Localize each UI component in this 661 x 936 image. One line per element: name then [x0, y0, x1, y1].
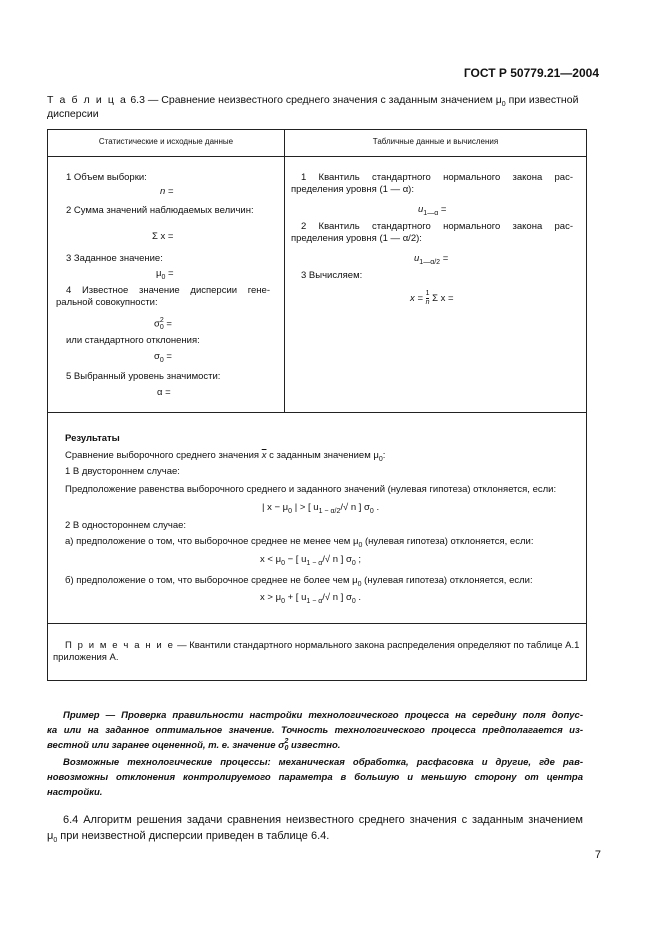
- txt: б) предположение о том, что выборочное среднее не более чем μ: [65, 575, 358, 586]
- sub: 0: [351, 597, 356, 605]
- f: ;: [355, 554, 362, 565]
- txt: Сравнение выборочного среднего значения: [65, 450, 260, 461]
- note-text: — Квантили стандартного нормального закона распределения определяют по таблице А.1: [174, 640, 580, 651]
- txt: а) предположение о том, что выборочное среднее не менее чем μ: [65, 536, 359, 547]
- left-item-1: 1 Объем выборки:: [66, 172, 147, 183]
- sub: 0: [281, 559, 285, 567]
- case-2b-formula: [260, 592, 361, 604]
- x-eq: x =: [410, 293, 426, 305]
- left-item-2-formula: Σ x =: [152, 231, 174, 242]
- left-item-3: 3 Заданное значение:: [66, 253, 163, 264]
- left-item-4-formula: [154, 317, 172, 331]
- xbar: $\overline{x}$: [261, 450, 267, 461]
- sub: 0: [288, 507, 293, 515]
- f: .: [373, 502, 380, 513]
- sub: 1 − α: [306, 597, 323, 605]
- sub: 0: [284, 745, 289, 753]
- sub: 0: [159, 324, 164, 331]
- sub: 1 − α: [306, 559, 323, 567]
- case-2b-text: [65, 575, 533, 587]
- right-item-2-line2: пределения уровня (1 — α/2):: [291, 233, 422, 244]
- sub: 1 − α/2: [318, 507, 341, 515]
- eq: =: [165, 268, 174, 279]
- f: x > μ: [260, 592, 282, 603]
- f: | x − μ: [262, 502, 289, 513]
- table-caption: [47, 93, 587, 121]
- f: − [ u: [284, 554, 307, 565]
- note-line2: приложения А.: [53, 652, 119, 663]
- page-number: 7: [594, 849, 601, 861]
- sub: 0: [351, 559, 356, 567]
- table-header-row: [48, 130, 586, 157]
- example-line5: новозможны отклонения контролируемого параметра в большую и меньшую сторону от центра: [47, 772, 583, 783]
- sigma: σ: [154, 318, 160, 330]
- sup: 2: [159, 317, 164, 324]
- section-line1: 6.4 Алгоритм решения задачи сравнения неизвестного среднего значения с заданным значением: [63, 814, 583, 826]
- col-left-header: Статистические и исходные данные: [98, 137, 234, 146]
- frac-num: 1: [425, 290, 430, 297]
- note: [65, 640, 579, 652]
- right-item-2-line1: 2 Квантиль стандартного нормального закона рас-: [301, 221, 573, 232]
- left-item-4-alt-formula: [154, 351, 172, 363]
- example-line1: Пример — Проверка правильности настройки технологического процесса на середину поля допус-: [63, 710, 583, 721]
- left-item-4-alt: или стандартного отклонения:: [66, 335, 200, 346]
- note-separator: [48, 623, 586, 624]
- eq: =: [440, 253, 449, 264]
- caption-label: Т а б л и ц а: [47, 94, 128, 106]
- sub: 0: [159, 356, 164, 364]
- right-item-1-line2: пределения уровня (1 — α):: [291, 184, 414, 195]
- left-item-3-formula: [156, 268, 174, 280]
- caption-text-line2: дисперсии: [47, 108, 99, 120]
- mu: μ: [156, 268, 162, 279]
- sub: 0: [369, 507, 374, 515]
- sup: 2: [284, 738, 289, 746]
- txt: (нулевая гипотеза) отклоняется, если:: [362, 536, 534, 547]
- sum-eq: Σ x =: [429, 293, 454, 305]
- caption-text-end: при известной: [505, 94, 579, 106]
- comparison-table: [47, 129, 587, 681]
- sub: 0: [357, 580, 362, 588]
- case-1: 1 В двустороннем случае:: [65, 466, 180, 477]
- case-2: 2 В одностороннем случае:: [65, 520, 187, 531]
- eq: =: [167, 186, 174, 197]
- section-line2: [47, 828, 329, 844]
- var-n: n: [160, 186, 166, 197]
- eq: =: [163, 318, 172, 330]
- case-1-text: Предположение равенства выборочного среднего и заданного значений (нулевая гипотеза) отклоняется, если:: [65, 484, 557, 495]
- col-right-header: Табличные данные и вычисления: [372, 137, 499, 146]
- txt: с заданным значением μ: [266, 450, 379, 461]
- example-line2: ка или на заданное оптимальное значение. Точность технологического процесса предполагается из-: [47, 725, 583, 736]
- f: + [ u: [284, 592, 307, 603]
- sub: 0: [358, 541, 363, 549]
- column-divider: [284, 130, 285, 412]
- case-1-formula: [262, 502, 379, 514]
- f: | > [ u: [292, 502, 319, 513]
- case-2a-text: [65, 536, 533, 548]
- sub: 0: [161, 273, 166, 281]
- left-item-4-line2: ральной совокупности:: [56, 297, 158, 308]
- txt: при неизвестной дисперсии приведен в таблице 6.4.: [57, 830, 330, 842]
- left-item-5-formula: α =: [157, 387, 171, 398]
- eq: =: [163, 351, 172, 362]
- case-2a-formula: [260, 554, 361, 566]
- results-intro: [65, 450, 385, 462]
- note-label: П р и м е ч а н и е: [65, 640, 175, 651]
- sub: 1—α/2: [419, 258, 441, 266]
- standard-header: ГОСТ Р 50779.21—2004: [463, 66, 599, 80]
- f: .: [355, 592, 362, 603]
- f: /√ n ] σ: [322, 554, 352, 565]
- example-line6: настройки.: [47, 787, 103, 798]
- sigma: σ: [154, 351, 160, 362]
- results-title: Результаты: [65, 433, 120, 444]
- f: /√ n ] σ: [322, 592, 352, 603]
- right-item-3-formula: [410, 290, 454, 307]
- right-item-1-formula: [418, 204, 446, 216]
- sub: 0: [378, 455, 383, 463]
- eq: =: [438, 204, 447, 215]
- left-item-2: 2 Сумма значений наблюдаемых величин:: [66, 205, 254, 216]
- var-u: u: [418, 204, 424, 215]
- frac-den: n: [425, 299, 430, 306]
- txt: вестной или заранее оцененной, т. е. значение σ: [47, 740, 285, 751]
- sub: 0: [281, 597, 285, 605]
- right-item-2-formula: [414, 253, 448, 265]
- f: /√ n ] σ: [340, 502, 370, 513]
- txt: :: [382, 450, 386, 461]
- txt: (нулевая гипотеза) отклоняется, если:: [361, 575, 533, 586]
- f: x < μ: [260, 554, 282, 565]
- mu: μ: [47, 830, 54, 842]
- results-separator: [48, 412, 586, 413]
- left-item-4-line1: 4 Известное значение дисперсии гене-: [66, 285, 270, 296]
- example-line4: Возможные технологические процессы: механическая обработка, расфасовка и другие, где рав-: [63, 757, 583, 768]
- left-item-1-formula: [160, 186, 174, 198]
- right-item-3: 3 Вычисляем:: [301, 270, 363, 281]
- sub: 0: [53, 837, 58, 845]
- caption-text: 6.3 — Сравнение неизвестного среднего значения с заданным значением μ: [130, 94, 502, 106]
- right-item-1-line1: 1 Квантиль стандартного нормального закона рас-: [301, 172, 573, 183]
- txt: известно.: [288, 740, 341, 751]
- sub: 1—α: [423, 209, 439, 217]
- example-line3: [47, 738, 340, 753]
- var-u: u: [414, 253, 420, 264]
- left-item-5: 5 Выбранный уровень значимости:: [66, 371, 221, 382]
- caption-sub: 0: [501, 101, 506, 109]
